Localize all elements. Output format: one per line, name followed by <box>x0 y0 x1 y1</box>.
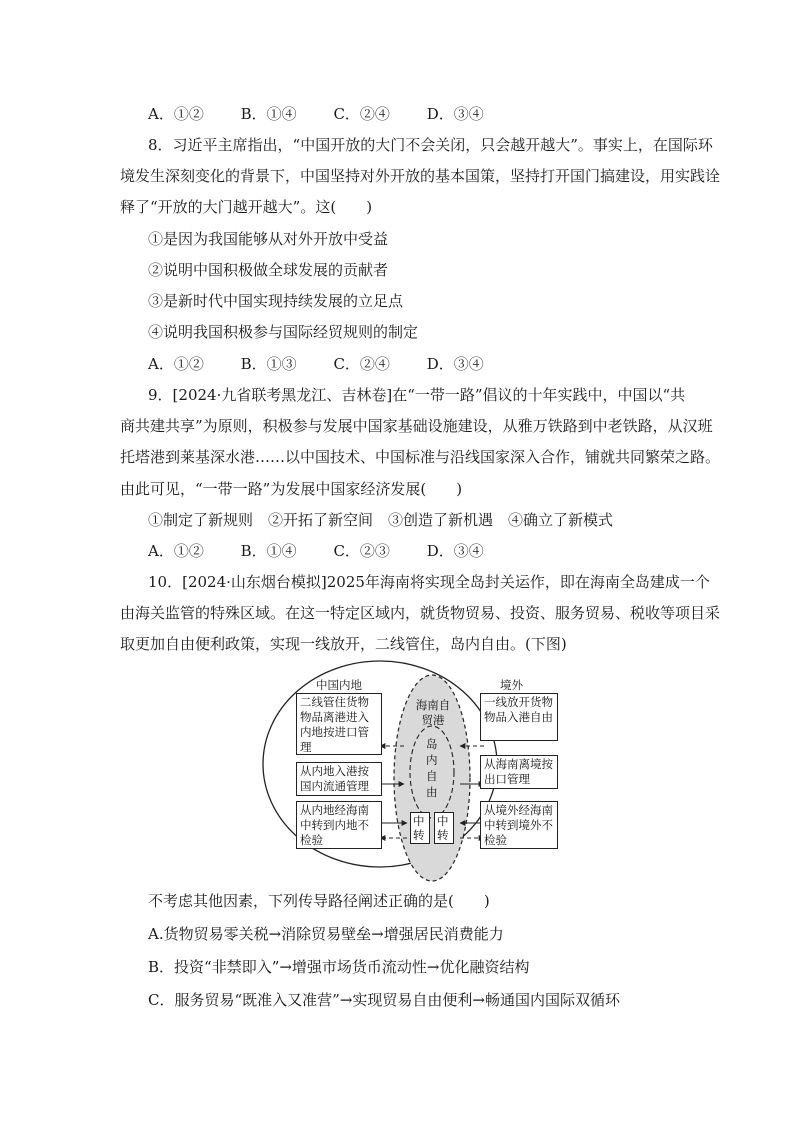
q8-item-4: ④说明我国积极参与国际经贸规则的制定 <box>148 323 419 341</box>
hainan-ftp-diagram <box>262 660 562 882</box>
label-hainan: 海南自贸港 <box>415 698 451 727</box>
q10-choice-a: A.货物贸易零关税→消除贸易壁垒→增强居民消费能力 <box>148 925 504 943</box>
q8-option-c: C．②④ <box>333 355 390 373</box>
q8-stem-line-2: 境发生深刻变化的背景下，中国坚持对外开放的基本国策，坚持打开国门搞建设，用实践诠 <box>120 167 721 185</box>
label-island-free: 岛内自由 <box>426 737 438 799</box>
q7-option-d: D．③④ <box>426 105 484 123</box>
box-mainland-transit: 从内地经海南中转到内地不检验 <box>296 801 382 849</box>
q8-options <box>148 354 516 374</box>
q8-option-b: B．①③ <box>240 355 297 373</box>
q9-options <box>148 541 516 561</box>
q8-option-a: A．①② <box>148 355 204 373</box>
q7-option-b: B．①④ <box>240 105 297 123</box>
q10-stem-line-2: 由海关监管的特殊区域。在这一特定区域内，就货物贸易、投资、服务贸易、税收等项目采 <box>120 604 721 622</box>
transfer-left: 中转 <box>410 812 430 844</box>
q10-choice-c: C．服务贸易“既准入又准营”→实现贸易自由便利→畅通国内国际双循环 <box>148 991 620 1009</box>
q7-option-c: C．②④ <box>333 105 390 123</box>
q10-stem-line-1: 10．[2024·山东烟台模拟]2025年海南将实现全岛封关运作，即在海南全岛建成一个 <box>148 573 710 591</box>
q9-option-d: D．③④ <box>426 542 484 560</box>
q9-items: ①制定了新规则 ②开拓了新空间 ③创造了新机遇 ④确立了新模式 <box>148 511 614 529</box>
transfer-right: 中转 <box>434 812 454 844</box>
q9-option-a: A．①② <box>148 542 204 560</box>
q10-choice-b: B．投资“非禁即入”→增强市场货币流动性→优化融资结构 <box>148 958 530 976</box>
label-mainland: 中国内地 <box>316 678 362 692</box>
q8-item-1: ①是因为我国能够从对外开放中受益 <box>148 230 389 248</box>
q9-stem-line-4: 由此可见，“一带一路”为发展中国家经济发展( ) <box>120 480 463 498</box>
q7-options <box>148 104 516 124</box>
q8-stem-line-3: 释了“开放的大门越开越大”。这( ) <box>120 198 373 216</box>
box-abroad-transit: 从境外经海南中转到境外不检验 <box>480 801 558 849</box>
box-second-line-control: 二线管住货物物品离港进入内地按进口管理 <box>296 693 382 755</box>
box-first-line-open: 一线放开货物物品入港自由 <box>480 693 558 741</box>
q8-item-3: ③是新时代中国实现持续发展的立足点 <box>148 292 404 310</box>
q7-option-a: A．①② <box>148 105 204 123</box>
box-departure-export: 从海南离境按出口管理 <box>480 755 558 789</box>
box-mainland-entry: 从内地入港按国内流通管理 <box>296 762 382 796</box>
q9-option-c: C．②③ <box>333 542 390 560</box>
q10-stem-line-3: 取更加自由便利政策，实现一线放开，二线管住，岛内自由。(下图) <box>120 635 567 653</box>
q9-stem-line-1: 9．[2024·九省联考黑龙江、吉林卷]在“一带一路”倡议的十年实践中，中国以“共 <box>148 386 686 404</box>
q9-option-b: B．①④ <box>240 542 297 560</box>
q9-stem-line-2: 商共建共享”为原则，积极参与发展中国家基础设施建设，从雅万铁路到中老铁路，从汉班 <box>120 417 713 435</box>
q8-stem-line-1: 8．习近平主席指出，“中国开放的大门不会关闭，只会越开越大”。事实上，在国际环 <box>148 136 713 154</box>
q8-item-2: ②说明中国积极做全球发展的贡献者 <box>148 261 389 279</box>
label-abroad: 境外 <box>500 678 523 692</box>
q10-question: 不考虑其他因素，下列传导路径阐述正确的是( ) <box>148 892 490 910</box>
q9-stem-line-3: 托塔港到莱基深水港……以中国技术、中国标准与沿线国家深入合作，铺就共同繁荣之路。 <box>120 448 721 466</box>
q8-option-d: D．③④ <box>426 355 484 373</box>
